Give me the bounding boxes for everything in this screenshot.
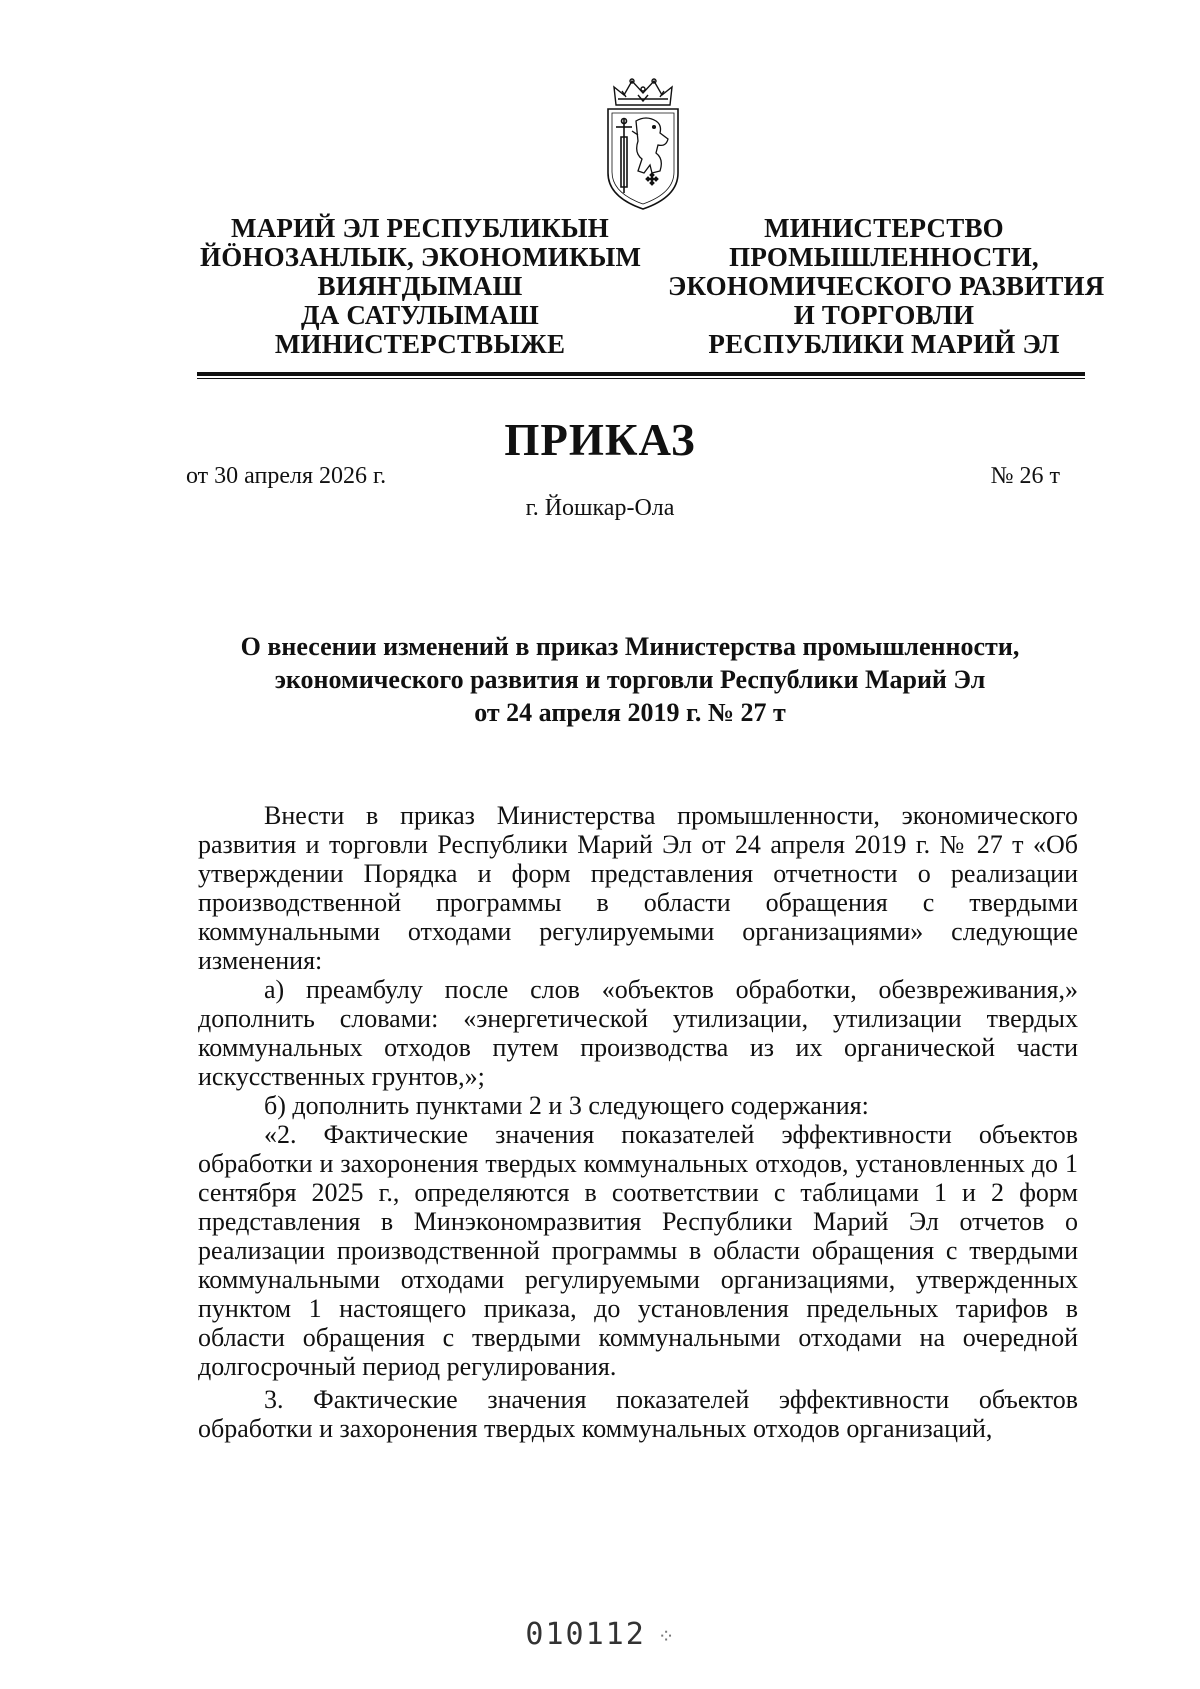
header-divider-thin — [197, 378, 1085, 379]
issuer-ru-line: ЭКОНОМИЧЕСКОГО РАЗВИТИЯ — [668, 271, 1105, 301]
issuer-mari-line: ВИЯҤДЫМАШ — [317, 271, 523, 301]
document-date: от 30 апреля 2026 г. — [186, 463, 387, 489]
issuer-mari-line: ДА САТУЛЫМАШ — [300, 300, 540, 330]
issuer-mari-line: МАРИЙ ЭЛ РЕСПУБЛИКЫН — [231, 213, 609, 243]
dots-mark-icon: ⁘ — [657, 1623, 675, 1648]
document-city: г. Йошкар-Ола — [525, 495, 675, 521]
subject-line: от 24 апреля 2019 г. № 27 т — [474, 698, 786, 727]
issuer-ru-line: ПРОМЫШЛЕННОСТИ, — [729, 242, 1039, 272]
body-paragraph-a: а) преамбулу после слов «объектов обработки, обезвреживания,» дополнить словами: «энергетической утилизации, утилизации твердых коммунальных отходов путем производства из их органической части искусственных грунтов,»; — [198, 975, 1078, 1091]
serial-number: 010112 — [525, 1617, 646, 1652]
serial-number-stamp — [0, 1617, 1200, 1652]
body-paragraph-item-2: «2. Фактические значения показателей эффективности объектов обработки и захоронения твердых коммунальных отходов, установленных до 1 сентября 2025 г., определяются в соответствии с таблицами 1 и 2 форм представления в Минэкономразвития Республики Марий Эл отчетов о реализации производственной программы в области обращения с твердыми коммунальными отходами регулируемыми организациями, утвержденных пунктом 1 настоящего приказа, до установления предельных тарифов в области обращения с твердыми коммунальными отходами на очередной долгосрочный период регулирования. — [198, 1120, 1078, 1381]
body-paragraph-intro: Внести в приказ Министерства промышленности, экономического развития и торговли Республики Марий Эл от 24 апреля 2019 г. № 27 т «Об утверждении Порядка и форм представления отчетности о реализации производственной программы в области обращения с твердыми коммунальными отходами регулируемыми организациями» следующие изменения: — [198, 801, 1078, 975]
document-title: ПРИКАЗ — [504, 415, 696, 465]
subject-line: О внесении изменений в приказ Министерства промышленности, — [240, 632, 1020, 661]
coat-of-arms-icon — [602, 75, 684, 213]
issuer-ru-line: И ТОРГОВЛИ — [793, 300, 975, 330]
issuer-mari-line: ЙӦНОЗАНЛЫК, ЭКОНОМИКЫМ — [200, 242, 642, 272]
issuer-mari-line: МИНИСТЕРСТВЫЖЕ — [274, 329, 566, 359]
issuer-name-mari — [200, 214, 640, 359]
issuer-ru-line: РЕСПУБЛИКИ МАРИЙ ЭЛ — [708, 329, 1060, 359]
issuer-name-russian — [668, 213, 1105, 359]
document-number: № 26 т — [990, 463, 1060, 489]
document-subject — [190, 630, 1070, 729]
body-paragraph-item-3: 3. Фактические значения показателей эффективности объектов обработки и захоронения твердых коммунальных отходов организаций, — [198, 1385, 1078, 1443]
subject-line: экономического развития и торговли Республики Марий Эл — [274, 665, 986, 694]
issuer-ru-line: МИНИСТЕРСТВО — [764, 213, 1004, 243]
header-divider-thick — [197, 372, 1085, 376]
body-paragraph-b: б) дополнить пунктами 2 и 3 следующего содержания: — [264, 1091, 869, 1120]
document-body — [198, 801, 1078, 1443]
